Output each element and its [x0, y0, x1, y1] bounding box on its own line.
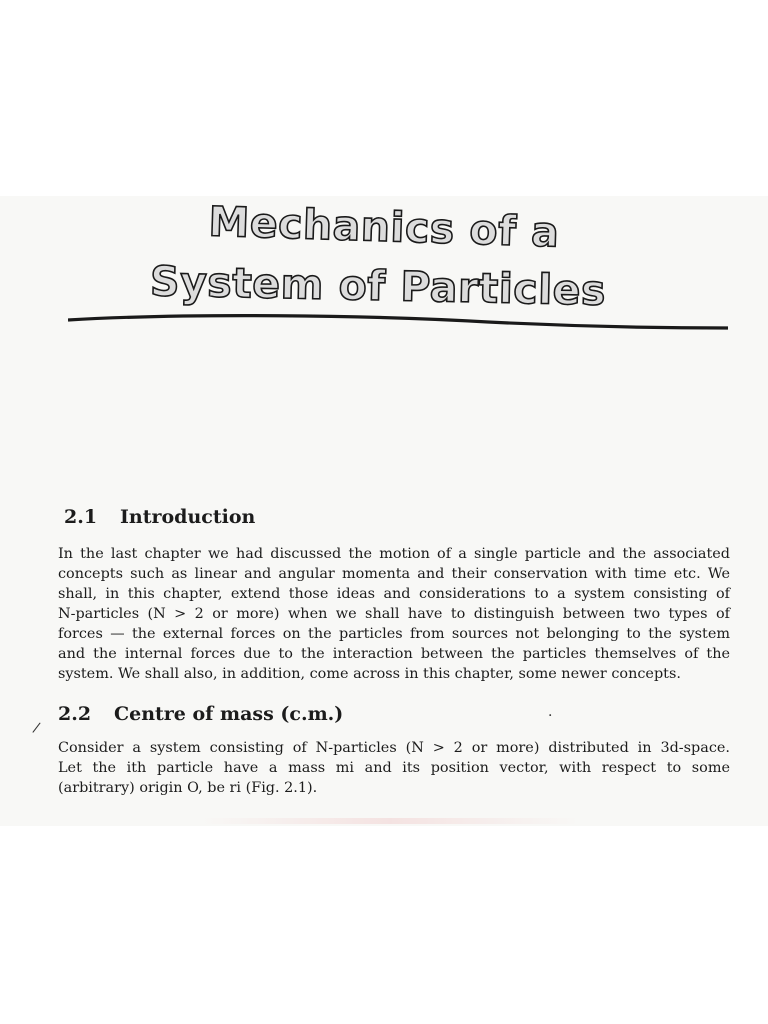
scan-smudge: [200, 818, 580, 824]
section-heading-centre-of-mass: [58, 703, 343, 725]
paragraph-line: N-particles (N > 2 or more) when we shall have to distinguish between two types of: [58, 606, 730, 622]
paragraph-line: system. We shall also, in addition, come across in this chapter, some newer concepts.: [58, 666, 681, 682]
centre-of-mass-paragraph: [58, 738, 730, 798]
paragraph-line: Let the ith particle have a mass mi and its position vector, with respect to some: [58, 760, 730, 776]
section-title: Centre of mass (c.m.): [114, 703, 344, 725]
speck-mark: ·: [548, 708, 553, 724]
section-heading-introduction: [64, 506, 255, 528]
paragraph-line: In the last chapter we had discussed the motion of a single particle and the associated: [58, 546, 730, 562]
pen-mark: /: [31, 719, 42, 737]
chapter-title-line-2: System of Particles: [149, 257, 607, 315]
paragraph-line: and the internal forces due to the interaction between the particles themselves of the: [58, 646, 730, 662]
title-underline: [68, 312, 728, 336]
paragraph-line: shall, in this chapter, extend those ideas and considerations to a system consisting of: [58, 586, 730, 602]
paragraph-line: Consider a system consisting of N-particles (N > 2 or more) distributed in 3d-space.: [58, 740, 730, 756]
paragraph-line: forces — the external forces on the particles from sources not belonging to the system: [58, 626, 730, 642]
section-number: 2.2: [58, 703, 92, 725]
section-title: Introduction: [120, 506, 256, 528]
introduction-paragraph: [58, 544, 730, 684]
section-number: 2.1: [64, 506, 98, 528]
paragraph-line: concepts such as linear and angular momenta and their conservation with time etc. We: [58, 566, 730, 582]
chapter-title-line-1: Mechanics of a: [207, 197, 561, 257]
paragraph-line: (arbitrary) origin O, be ri (Fig. 2.1).: [58, 780, 318, 796]
